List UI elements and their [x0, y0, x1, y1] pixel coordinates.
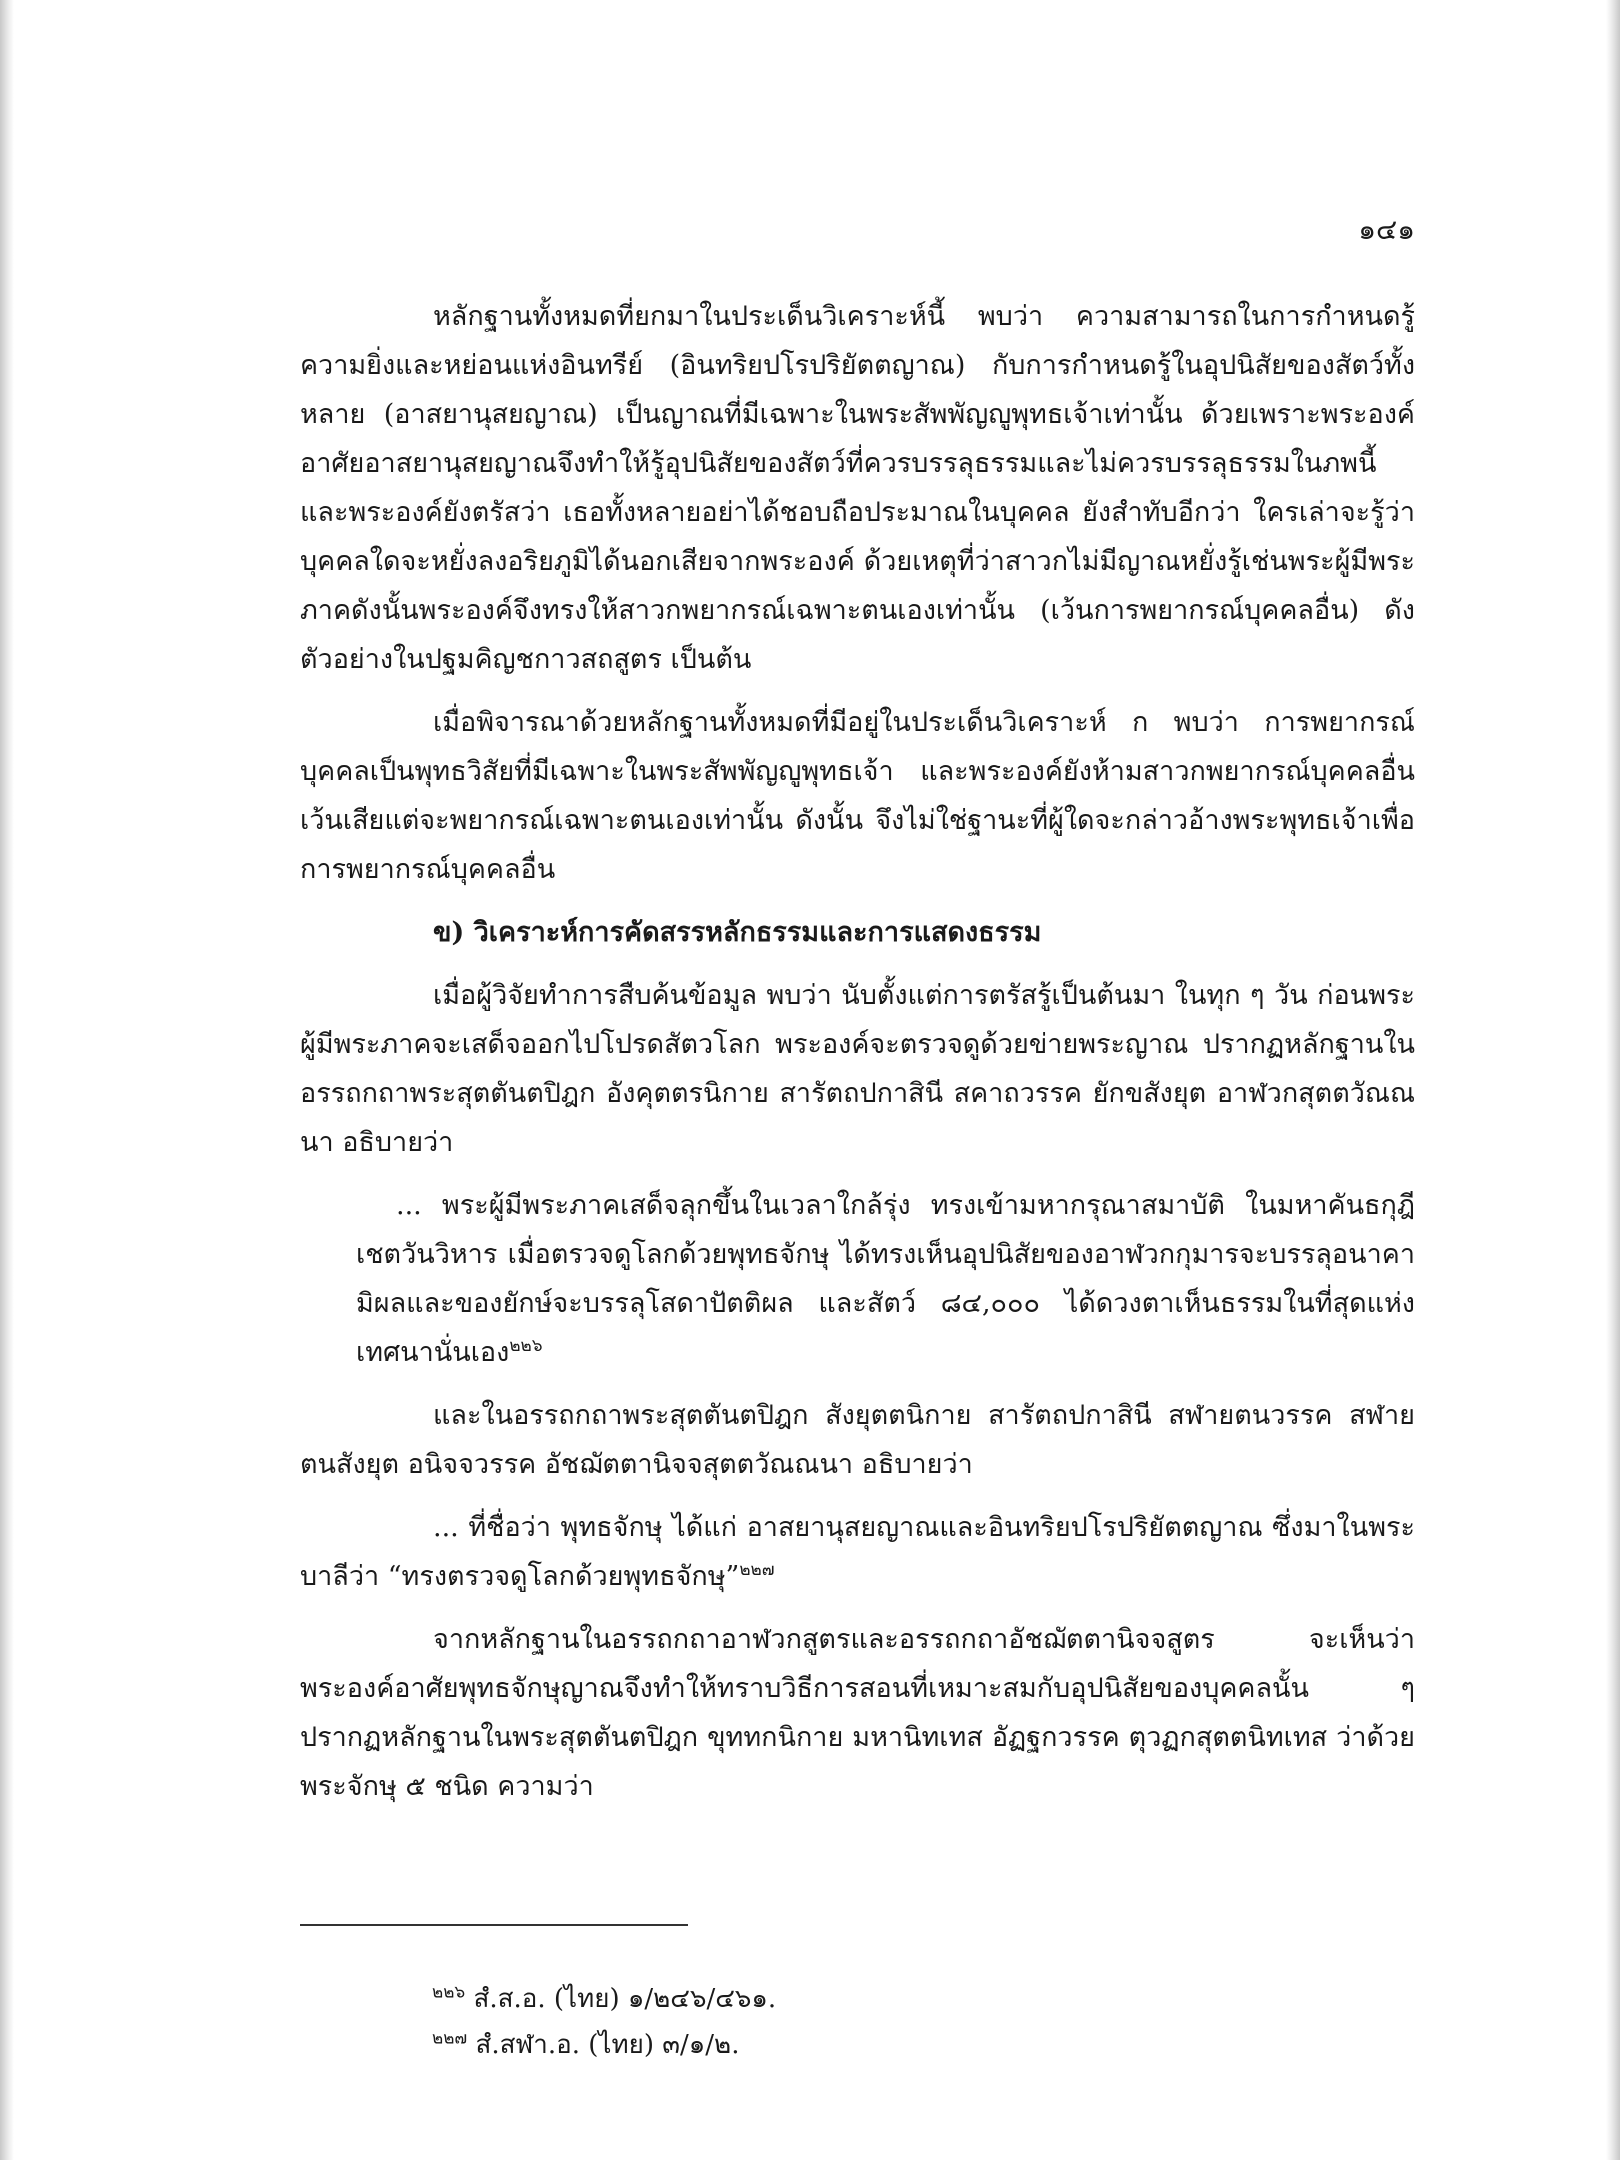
footnote-number: ๒๒๖ [432, 1982, 466, 2003]
footnote-text: สํ.สฬา.อ. (ไทย) ๓/๑/๒. [475, 2030, 740, 2060]
block-quote-1 [356, 1181, 1415, 1377]
footnote-text: สํ.ส.อ. (ไทย) ๑/๒๔๖/๔๖๑. [473, 1984, 777, 2014]
page-number: ๑๔๑ [1358, 213, 1415, 246]
paragraph-1: หลักฐานทั้งหมดที่ยกมาในประเด็นวิเคราะห์นี้ พบว่า ความสามารถในการกำหนดรู้ความยิ่งและหย่อนแห่งอินทรีย์ (อินทริยปโรปริยัตตญาณ) กับการกำหนดรู้ในอุปนิสัยของสัตว์ทั้งหลาย (อาสยานุสยญาณ) เป็นญาณที่มีเฉพาะในพระสัพพัญญูพุทธเจ้าเท่านั้น ด้วยเพราะพระองค์อาศัยอาสยานุสยญาณจึงทำให้รู้อุปนิสัยของสัตว์ที่ควรบรรลุธรรมและไม่ควรบรรลุธรรมในภพนี้ และพระองค์ยังตรัสว่า เธอทั้งหลายอย่าได้ชอบถือประมาณในบุคคล ยังสำทับอีกว่า ใครเล่าจะรู้ว่าบุคคลใดจะหยั่งลงอริยภูมิได้นอกเสียจากพระองค์ ด้วยเหตุที่ว่าสาวกไม่มีญาณหยั่งรู้เช่นพระผู้มีพระภาคดังนั้นพระองค์จึงทรงให้สาวกพยากรณ์เฉพาะตนเองเท่านั้น (เว้นการพยากรณ์บุคคลอื่น) ดังตัวอย่างในปฐมคิญชกาวสถสูตร เป็นต้น [300, 301, 1415, 675]
paragraph-5: จากหลักฐานในอรรถกถาอาฬวกสูตรและอรรถกถาอัชฌัตตานิจจสูตร จะเห็นว่า พระองค์อาศัยพุทธจักษุญาณจึงทำให้ทราบวิธีการสอนที่เหมาะสมกับอุปนิสัยของบุคคลนั้น ๆ ปรากฏหลักฐานในพระสุตตันตปิฎก ขุททกนิกาย มหานิทเทส อัฏฐกวรรค ตุวฏกสุตตนิทเทส ว่าด้วยพระจักษุ ๕ ชนิด ความว่า [300, 1624, 1415, 1802]
footnote-ref-226[interactable]: ๒๒๖ [509, 1336, 543, 1356]
footnotes [432, 1976, 776, 2068]
section-heading: ข) วิเคราะห์การคัดสรรหลักธรรมและการแสดงธรรม [433, 917, 1042, 948]
block-quote-1-text: ... พระผู้มีพระภาคเสด็จลุกขึ้นในเวลาใกล้รุ่ง ทรงเข้ามหากรุณาสมาบัติ ในมหาคันธกุฎี เชตวันวิหาร เมื่อตรวจดูโลกด้วยพุทธจักษุ ได้ทรงเห็นอุปนิสัยของอาฬวกกุมารจะบรรลุอนาคามิผลและของยักษ์จะบรรลุโสดาปัตติผล และสัตว์ ๘๔,๐๐๐ ได้ดวงตาเห็นธรรมในที่สุดแห่งเทศนานั่นเอง [356, 1190, 1415, 1368]
footnote-226 [432, 1976, 776, 2022]
block-quote-2-text: ... ที่ชื่อว่า พุทธจักษุ ได้แก่ อาสยานุสยญาณและอินทริยปโรปริยัตตญาณ ซึ่งมาในพระบาลีว่า “ทรงตรวจดูโลกด้วยพุทธจักษุ” [300, 1512, 1415, 1592]
block-quote-2 [300, 1503, 1415, 1601]
footnote-divider [300, 1924, 688, 1926]
footnote-ref-227[interactable]: ๒๒๗ [739, 1560, 775, 1580]
document-body [300, 292, 1415, 1825]
paragraph-3: เมื่อผู้วิจัยทำการสืบค้นข้อมูล พบว่า นับตั้งแต่การตรัสรู้เป็นต้นมา ในทุก ๆ วัน ก่อนพระผู้มีพระภาคจะเสด็จออกไปโปรดสัตวโลก พระองค์จะตรวจดูด้วยข่ายพระญาณ ปรากฏหลักฐานในอรรถกถาพระสุตตันตปิฎก อังคุตตรนิกาย สารัตถปกาสินี สคาถวรรค ยักขสังยุต อาฬวกสุตตวัณณนา อธิบายว่า [300, 980, 1415, 1158]
paragraph-2: เมื่อพิจารณาด้วยหลักฐานทั้งหมดที่มีอยู่ในประเด็นวิเคราะห์ ก พบว่า การพยากรณ์บุคคลเป็นพุทธวิสัยที่มีเฉพาะในพระสัพพัญญูพุทธเจ้า และพระองค์ยังห้ามสาวกพยากรณ์บุคคลอื่นเว้นเสียแต่จะพยากรณ์เฉพาะตนเองเท่านั้น ดังนั้น จึงไม่ใช่ฐานะที่ผู้ใดจะกล่าวอ้างพระพุทธเจ้าเพื่อการพยากรณ์บุคคลอื่น [300, 707, 1415, 885]
footnote-number: ๒๒๗ [432, 2028, 468, 2049]
page-edge-left [0, 0, 14, 2160]
paragraph-4: และในอรรถกถาพระสุตตันตปิฎก สังยุตตนิกาย สารัตถปกาสินี สฬายตนวรรค สฬายตนสังยุต อนิจจวรรค อัชฌัตตานิจจสุตตวัณณนา อธิบายว่า [300, 1400, 1415, 1480]
page-edge-right [1606, 0, 1620, 2160]
footnote-227 [432, 2022, 776, 2068]
